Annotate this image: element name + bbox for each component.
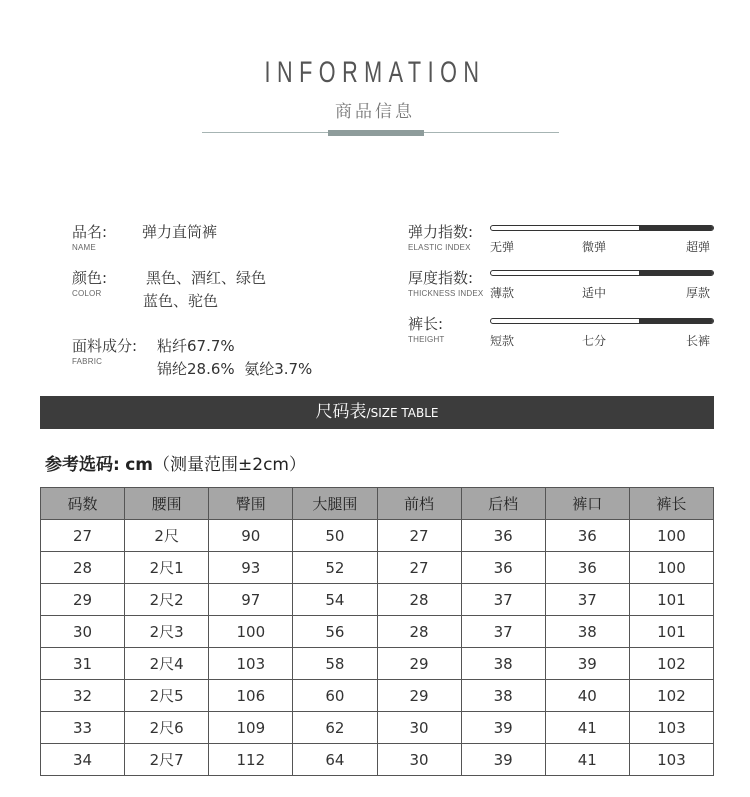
table-cell: 30: [41, 616, 125, 648]
table-cell: 37: [461, 616, 545, 648]
table-cell: 50: [293, 520, 377, 552]
page-subtitle: 商品信息: [335, 102, 415, 122]
table-cell: 103: [209, 648, 293, 680]
elastic-tick-high: 超弹: [686, 240, 711, 254]
table-cell: 29: [377, 648, 461, 680]
size-table-title-en: /SIZE TABLE: [366, 406, 439, 420]
page-title: INFORMATION: [264, 56, 486, 89]
thickness-scale-fill: [639, 271, 713, 275]
table-cell: 39: [461, 744, 545, 776]
table-cell: 28: [377, 616, 461, 648]
table-cell: 2尺3: [125, 616, 209, 648]
table-header-cell: 裤长: [629, 488, 713, 520]
table-cell: 103: [629, 744, 713, 776]
table-cell: 27: [41, 520, 125, 552]
size-table-title-cn: 尺码表: [315, 402, 367, 422]
table-row: [41, 584, 714, 616]
table-cell: 36: [461, 552, 545, 584]
table-cell: 52: [293, 552, 377, 584]
table-header-row: [41, 488, 714, 520]
table-cell: 40: [545, 680, 629, 712]
table-cell: 2尺5: [125, 680, 209, 712]
fabric-value-line2: 锦纶28.6% 氨纶3.7%: [157, 360, 313, 378]
table-cell: 33: [41, 712, 125, 744]
table-cell: 41: [545, 744, 629, 776]
table-row: [41, 680, 714, 712]
name-value: 弹力直筒裤: [142, 223, 218, 241]
table-cell: 38: [545, 616, 629, 648]
table-cell: 28: [41, 552, 125, 584]
table-cell: 2尺6: [125, 712, 209, 744]
table-cell: 102: [629, 680, 713, 712]
table-header-cell: 后档: [461, 488, 545, 520]
table-cell: 100: [209, 616, 293, 648]
fabric-label: 面料成分:: [72, 337, 138, 355]
table-row: [41, 552, 714, 584]
reference-unit: cm: [125, 455, 154, 475]
table-cell: 41: [545, 712, 629, 744]
table-cell: 62: [293, 712, 377, 744]
table-cell: 90: [209, 520, 293, 552]
size-table-banner: [40, 396, 714, 429]
thickness-label-en: THICKNESS INDEX: [408, 289, 484, 298]
table-cell: 103: [629, 712, 713, 744]
table-cell: 31: [41, 648, 125, 680]
table-cell: 38: [461, 648, 545, 680]
length-scale-bar: [490, 318, 714, 324]
table-cell: 93: [209, 552, 293, 584]
table-cell: 102: [629, 648, 713, 680]
table-cell: 56: [293, 616, 377, 648]
table-cell: 2尺4: [125, 648, 209, 680]
table-cell: 2尺2: [125, 584, 209, 616]
table-cell: 58: [293, 648, 377, 680]
thickness-tick-mid: 适中: [582, 286, 607, 300]
table-row: [41, 648, 714, 680]
table-cell: 100: [629, 520, 713, 552]
table-cell: 28: [377, 584, 461, 616]
name-label: 品名:: [72, 223, 108, 241]
table-header-cell: 腰围: [125, 488, 209, 520]
fabric-value-line1: 粘纤67.7%: [157, 337, 235, 355]
table-cell: 109: [209, 712, 293, 744]
table-cell: 32: [41, 680, 125, 712]
length-label-en: THEIGHT: [408, 335, 445, 344]
thickness-tick-high: 厚款: [686, 286, 711, 300]
table-row: [41, 744, 714, 776]
table-cell: 34: [41, 744, 125, 776]
table-cell: 27: [377, 520, 461, 552]
table-cell: 36: [545, 520, 629, 552]
table-header-cell: 码数: [41, 488, 125, 520]
table-row: [41, 712, 714, 744]
table-cell: 39: [461, 712, 545, 744]
elastic-label-en: ELASTIC INDEX: [408, 243, 471, 252]
table-row: [41, 520, 714, 552]
table-cell: 54: [293, 584, 377, 616]
elastic-label: 弹力指数:: [408, 223, 474, 241]
table-cell: 37: [545, 584, 629, 616]
table-cell: 27: [377, 552, 461, 584]
table-cell: 64: [293, 744, 377, 776]
fabric-label-en: FABRIC: [72, 357, 103, 366]
elastic-scale-bar: [490, 225, 714, 231]
table-cell: 36: [545, 552, 629, 584]
color-label-en: COLOR: [72, 289, 102, 298]
table-row: [41, 616, 714, 648]
table-cell: 2尺7: [125, 744, 209, 776]
elastic-tick-low: 无弹: [490, 240, 515, 254]
table-cell: 2尺: [125, 520, 209, 552]
table-header-cell: 大腿围: [293, 488, 377, 520]
thickness-scale-bar: [490, 270, 714, 276]
table-cell: 37: [461, 584, 545, 616]
size-table: [40, 487, 714, 776]
length-tick-low: 短款: [490, 334, 515, 348]
length-label: 裤长:: [408, 315, 444, 333]
table-cell: 100: [629, 552, 713, 584]
length-tick-high: 长裤: [686, 334, 711, 348]
table-cell: 30: [377, 744, 461, 776]
table-cell: 112: [209, 744, 293, 776]
table-cell: 106: [209, 680, 293, 712]
table-cell: 30: [377, 712, 461, 744]
table-cell: 101: [629, 584, 713, 616]
table-cell: 97: [209, 584, 293, 616]
elastic-tick-mid: 微弹: [582, 240, 607, 254]
length-tick-mid: 七分: [582, 334, 607, 348]
elastic-scale-fill: [639, 226, 713, 230]
table-cell: 29: [377, 680, 461, 712]
reference-prefix: 参考选码:: [45, 455, 120, 475]
table-cell: 39: [545, 648, 629, 680]
table-header-cell: 臀围: [209, 488, 293, 520]
reference-range: （测量范围±2cm）: [153, 455, 306, 475]
reference-note: [45, 450, 306, 475]
thickness-tick-low: 薄款: [490, 286, 515, 300]
header-divider-accent: [328, 130, 424, 136]
name-label-en: NAME: [72, 243, 96, 252]
table-cell: 38: [461, 680, 545, 712]
table-cell: 2尺1: [125, 552, 209, 584]
table-header-cell: 裤口: [545, 488, 629, 520]
table-cell: 101: [629, 616, 713, 648]
color-label: 颜色:: [72, 269, 108, 287]
table-cell: 29: [41, 584, 125, 616]
color-value-line1: 黑色、酒红、绿色: [146, 269, 267, 287]
table-cell: 60: [293, 680, 377, 712]
table-cell: 36: [461, 520, 545, 552]
color-value-line2: 蓝色、驼色: [143, 292, 219, 310]
table-header-cell: 前档: [377, 488, 461, 520]
length-scale-fill: [639, 319, 713, 323]
thickness-label: 厚度指数:: [408, 269, 474, 287]
